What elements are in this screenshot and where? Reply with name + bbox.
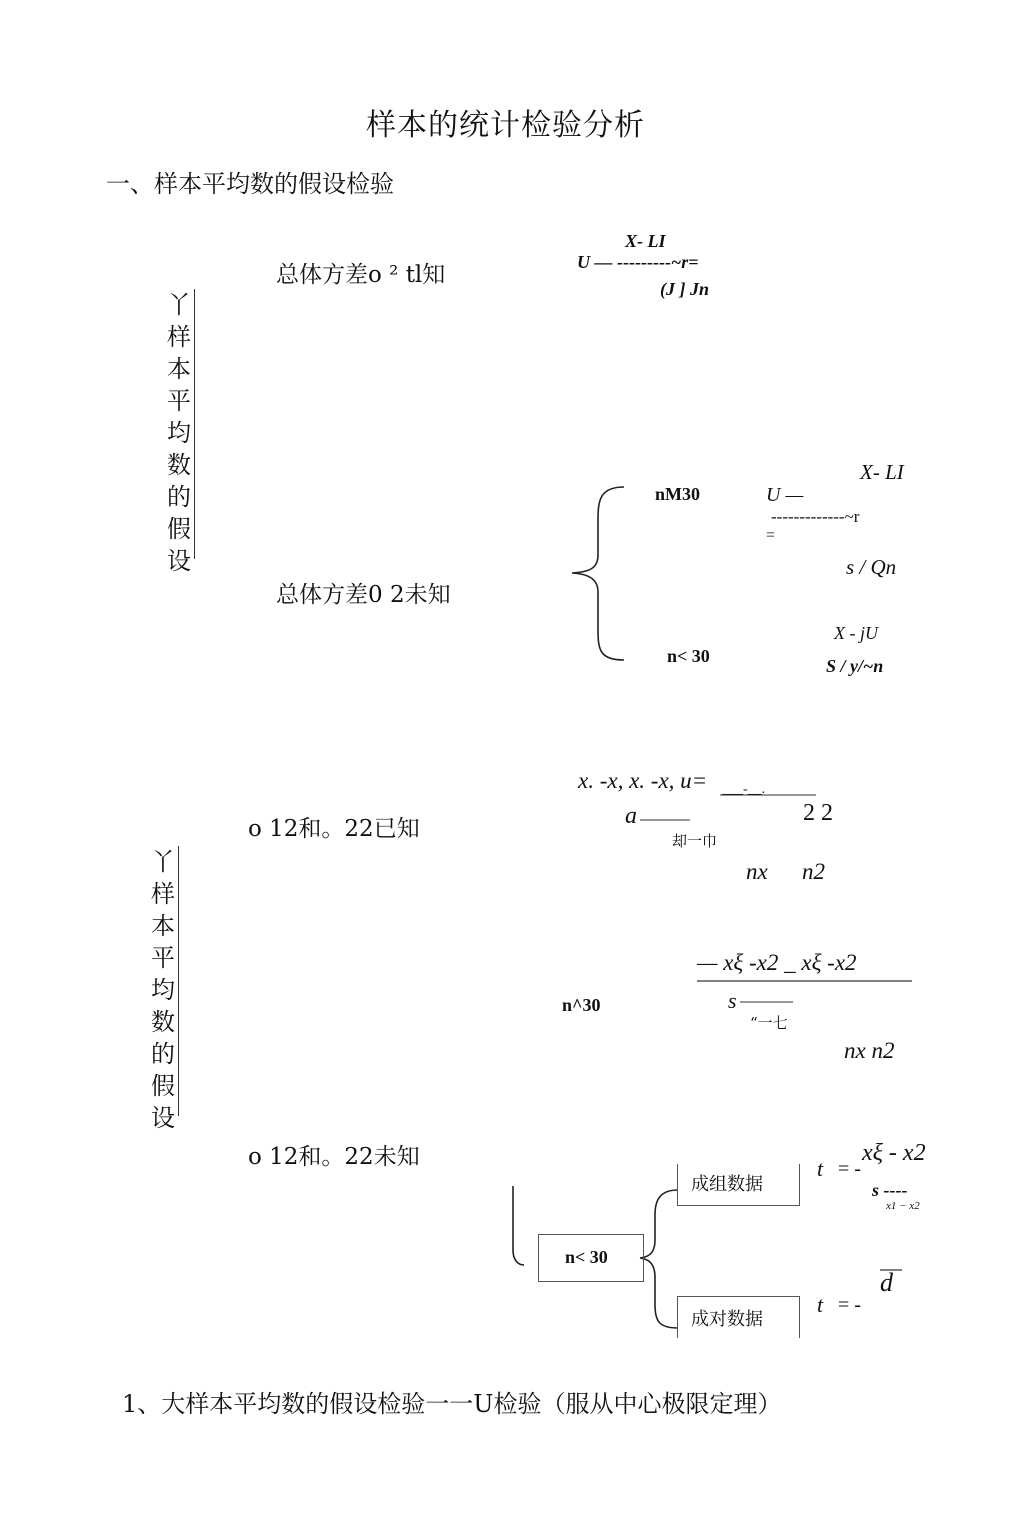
- two-large-n-garble: “一七: [750, 1014, 788, 1032]
- small-n-box: [538, 1234, 644, 1282]
- two-known-a: a: [625, 803, 637, 829]
- t-grouped-subscript: x1 − x2: [886, 1200, 920, 1212]
- two-known-line1: x. -x, x. -x, u=: [578, 768, 708, 793]
- known-formula-numerator: X- LI: [625, 231, 666, 251]
- side-char: 本: [151, 912, 175, 940]
- known-variance-label: 总体方差o ² tl知: [276, 262, 446, 288]
- side-label-two-sample: [148, 846, 179, 1132]
- small-n-numerator: X - jU: [834, 623, 878, 643]
- two-known-n2: n2: [802, 859, 825, 884]
- large-n-numerator: X- LI: [860, 460, 904, 484]
- two-known-garble: 却一巾: [672, 832, 718, 850]
- side-char: 的: [151, 1040, 175, 1068]
- t-grouped-denominator: s ----: [872, 1180, 908, 1200]
- t-grouped-numerator: xξ - x2: [862, 1140, 926, 1166]
- side-char: 假: [167, 515, 191, 543]
- two-known-two-two: 2 2: [803, 800, 833, 826]
- side-char: 平: [151, 944, 175, 972]
- two-known-bar: ___-__.: [722, 782, 766, 797]
- unknown-variance-label: 总体方差0 2未知: [276, 582, 451, 608]
- side-char: 样: [151, 880, 175, 908]
- small-n-denominator: S / y/~n: [826, 656, 884, 676]
- two-known-n1: nx: [746, 859, 768, 884]
- t-grouped-eq: = -: [838, 1158, 861, 1180]
- grouped-data-label: 成组数据: [691, 1174, 763, 1195]
- two-large-n-s: s: [728, 988, 737, 1013]
- paired-data-label: 成对数据: [691, 1309, 763, 1330]
- grouped-data-box: [677, 1164, 800, 1206]
- two-sample-unknown-label: o 12和。22未知: [248, 1144, 420, 1170]
- side-char: 设: [151, 1104, 175, 1132]
- side-char: 的: [167, 483, 191, 511]
- side-char: 样: [167, 323, 191, 351]
- two-large-n-nline: nx n2: [844, 1038, 895, 1063]
- large-n-label: nM30: [655, 484, 700, 504]
- side-char: 丫: [167, 291, 191, 319]
- large-n-lhs: U —: [766, 484, 804, 506]
- subsection-heading: 1、大样本平均数的假设检验一一U检验（服从中心极限定理）: [122, 1390, 782, 1418]
- side-char: 假: [151, 1072, 175, 1100]
- large-n-denominator: s / Qn: [846, 555, 897, 579]
- two-large-n-numerator: — xξ -x2 _ xξ -x2: [697, 950, 857, 975]
- paired-data-box: [677, 1296, 800, 1338]
- known-formula-denominator: (J ] Jn: [660, 279, 709, 299]
- side-char: 数: [167, 451, 191, 479]
- side-char: 均: [151, 976, 175, 1004]
- section-heading: 一、样本平均数的假设检验: [106, 170, 394, 198]
- t-paired-eq: = -: [838, 1294, 861, 1316]
- side-char: 均: [167, 419, 191, 447]
- side-char: 数: [151, 1008, 175, 1036]
- side-char: 设: [167, 547, 191, 575]
- side-char: 本: [167, 355, 191, 383]
- side-char: 丫: [151, 848, 175, 876]
- large-n-bar: -------------~r: [771, 507, 860, 526]
- t-paired-t: t: [817, 1292, 824, 1317]
- t-paired-numerator: d: [880, 1268, 893, 1297]
- known-formula-lhs: U — ---------~r=: [577, 252, 699, 272]
- large-n-eq: =: [766, 527, 776, 544]
- t-grouped-t: t: [817, 1156, 824, 1181]
- page-title: 样本的统计检验分析: [366, 108, 645, 143]
- two-sample-known-label: o 12和。22已知: [248, 816, 420, 842]
- two-large-n-label: n^30: [562, 995, 601, 1015]
- side-char: 平: [167, 387, 191, 415]
- small-n-label: n< 30: [667, 646, 710, 666]
- small-n-box-label: n< 30: [565, 1247, 608, 1267]
